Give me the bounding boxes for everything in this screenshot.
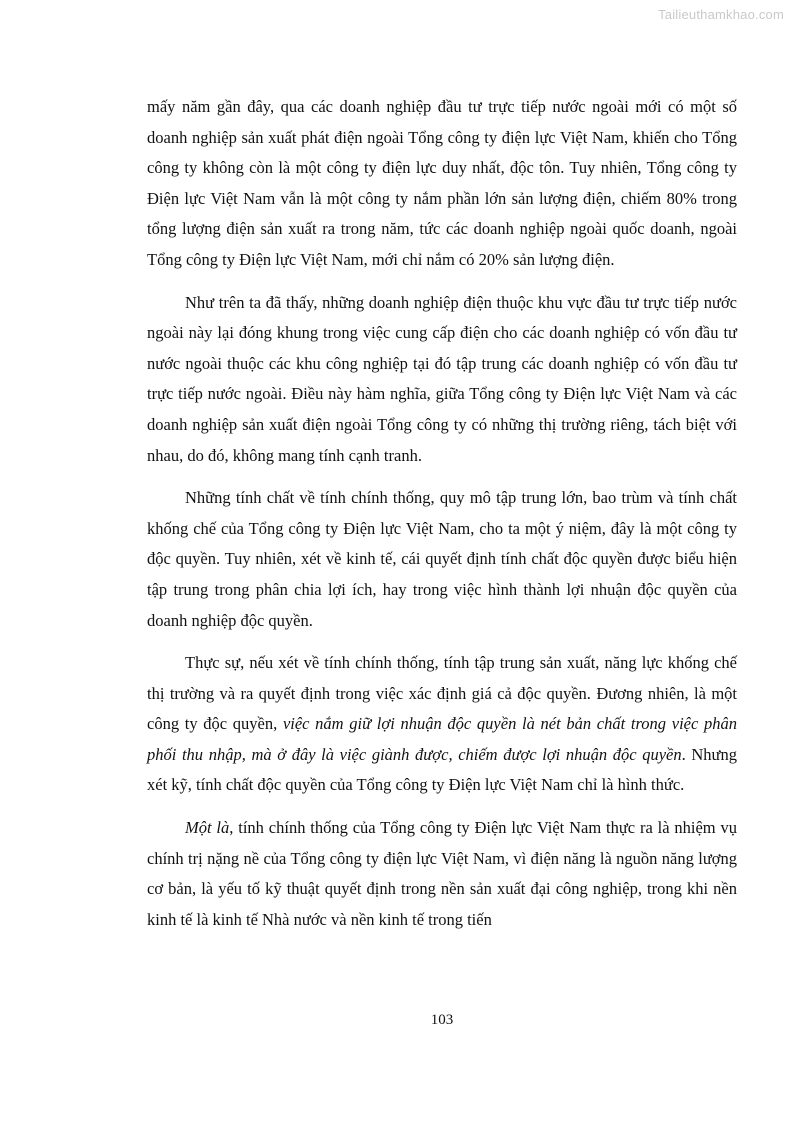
paragraph-1-text: mấy năm gần đây, qua các doanh nghiệp đầu tư trực tiếp nước ngoài mới có một số doanh nghiệp sản xuất phát điện ngoài Tổng công ty điện lực Việt Nam, khiến cho Tổng công ty không còn là một công ty điện lực duy nhất, độc tôn. Tuy nhiên, Tổng công ty Điện lực Việt Nam vẫn là một công ty nắm phần lớn sản lượng điện, chiếm 80% trong tổng lượng điện sản xuất ra trong năm, tức các doanh nghiệp ngoài quốc doanh, ngoài Tổng công ty Điện lực Việt Nam, mới chỉ nắm có 20% sản lượng điện. — [147, 97, 737, 269]
paragraph-3 — [147, 483, 737, 636]
paragraph-2 — [147, 288, 737, 472]
paragraph-5-italic-lead: Một là — [185, 818, 230, 838]
watermark-text: Tailieuthamkhao.com — [658, 7, 784, 22]
paragraph-3-text: Những tính chất về tính chính thống, quy mô tập trung lớn, bao trùm và tính chất khống chế của Tổng công ty Điện lực Việt Nam, cho ta một ý niệm, đây là một công ty độc quyền. Tuy nhiên, xét về kinh tế, cái quyết định tính chất độc quyền được biểu hiện tập trung trong phân chia lợi ích, hay trong việc hình thành lợi nhuận độc quyền của doanh nghiệp độc quyền. — [147, 488, 737, 630]
paragraph-4-italic-emphasis: việc nắm giữ lợi nhuận độc quyền là nét bản chất trong việc phân phối thu nhập, mà ở đây là việc giành được, chiếm được lợi nhuận độc quyền — [147, 714, 737, 764]
paragraph-4 — [147, 648, 737, 801]
page-number: 103 — [430, 1012, 454, 1028]
paragraph-5 — [147, 813, 737, 935]
paragraph-5-text: , tính chính thống của Tổng công ty Điện lực Việt Nam thực ra là nhiệm vụ chính trị nặng nề của Tổng công ty điện lực Việt Nam, vì điện năng là nguồn năng lượng cơ bản, là yếu tố kỹ thuật quyết định trong nền sản xuất đại công nghiệp, trong khi nền kinh tế là kinh tế Nhà nước và nền kinh tế trong tiến — [147, 818, 737, 929]
paragraph-4-text-end: . Nhưng xét kỹ, tính chất độc quyền của Tổng công ty Điện lực Việt Nam chỉ là hình thức. — [147, 744, 737, 795]
paragraph-1 — [147, 92, 737, 276]
page-body — [147, 92, 737, 947]
paragraph-4-text-start: Thực sự, nếu xét về tính chính thống, tính tập trung sản xuất, năng lực khống chế thị trường và ra quyết định trong việc xác định giá cả độc quyền. Đương nhiên, là một công ty độc quyền, — [147, 653, 737, 734]
paragraph-2-text: Như trên ta đã thấy, những doanh nghiệp điện thuộc khu vực đầu tư trực tiếp nước ngoài này lại đóng khung trong việc cung cấp điện cho các doanh nghiệp có vốn đầu tư nước ngoài thuộc các khu công nghiệp tại đó tập trung các doanh nghiệp có vốn đầu tư trực tiếp nước ngoài. Điều này hàm nghĩa, giữa Tổng công ty Điện lực Việt Nam và các doanh nghiệp sản xuất điện ngoài Tổng công ty có những thị trường riêng, tách biệt với nhau, do đó, không mang tính cạnh tranh. — [147, 292, 737, 465]
